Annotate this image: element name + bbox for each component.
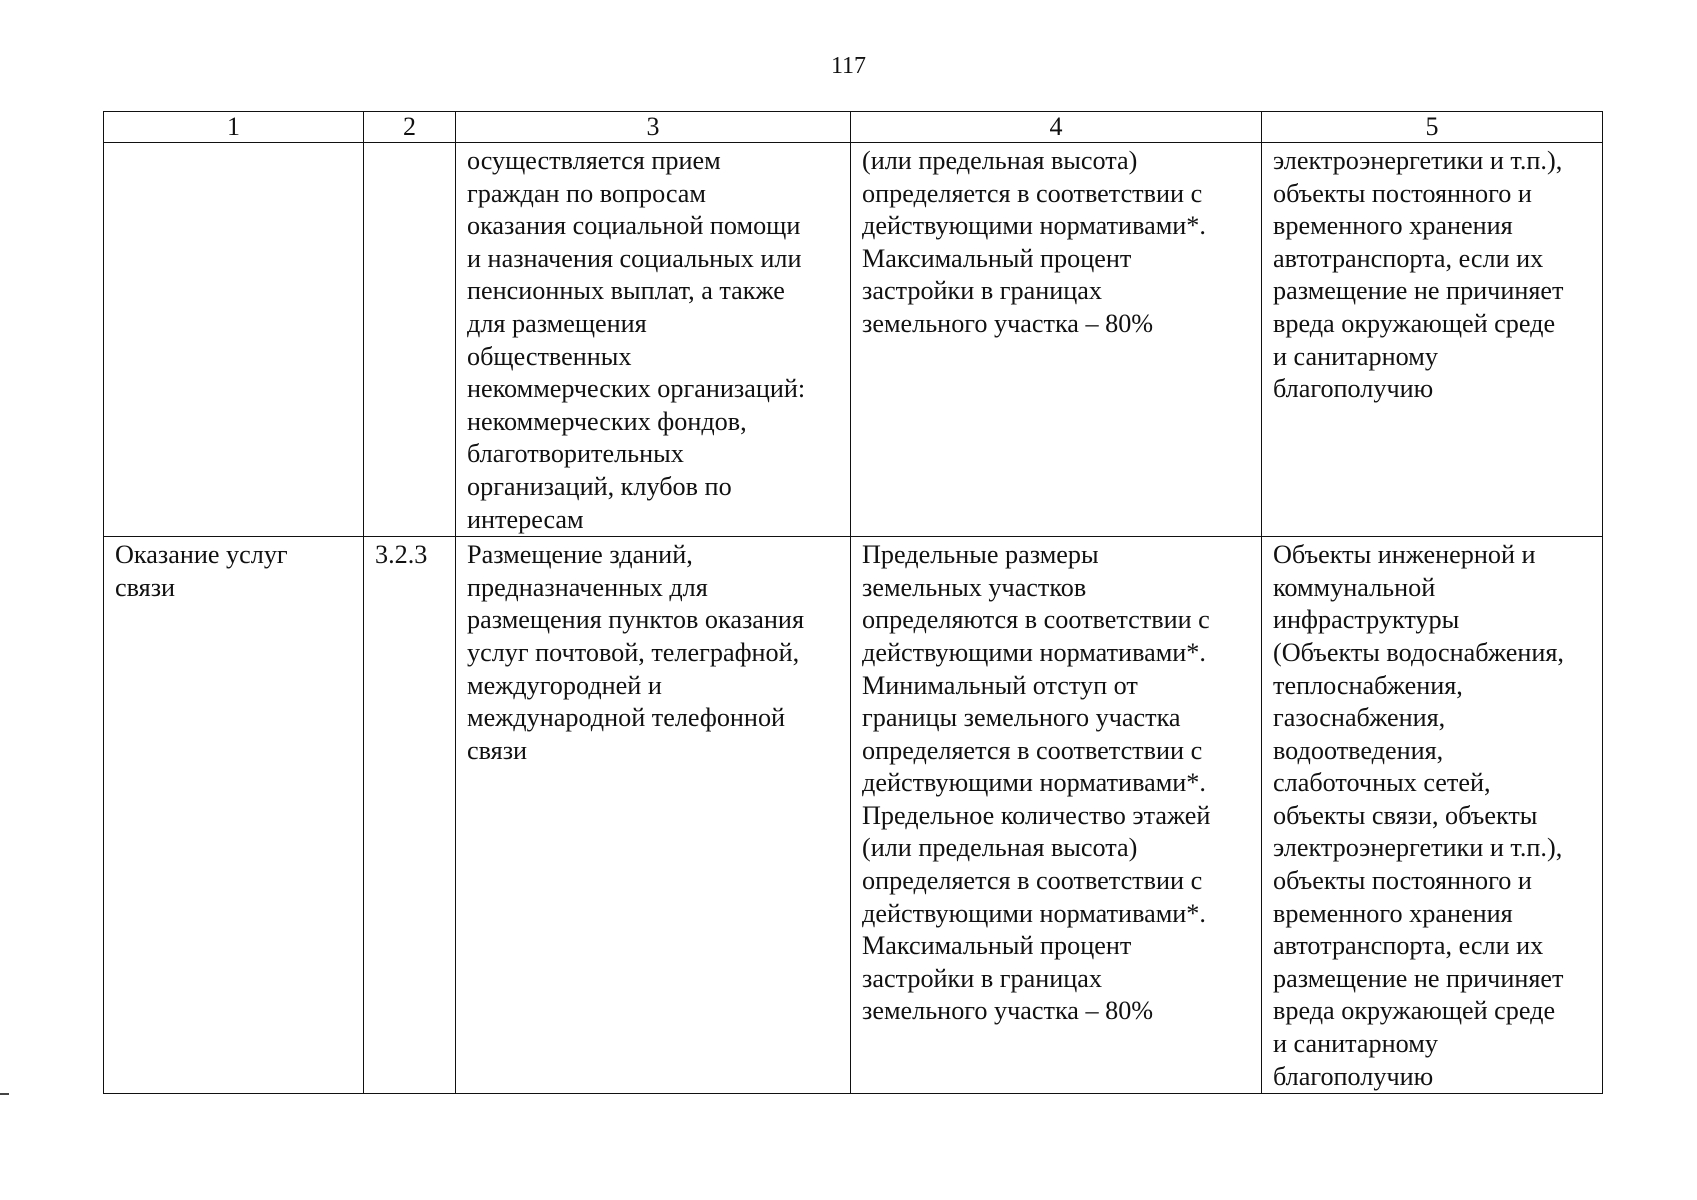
- cell-text-line: действующими нормативами*.: [862, 211, 1206, 241]
- cell-use-type: [104, 537, 364, 1094]
- cell-text-line: оказания социальной помощи: [467, 211, 801, 241]
- cell-parameters: [851, 537, 1262, 1094]
- column-header-1: 1: [104, 112, 364, 143]
- cell-text-line: общественных: [467, 341, 632, 371]
- cell-text-line: Оказание услуг: [115, 540, 288, 570]
- cell-text-line: некоммерческих фондов,: [467, 406, 747, 436]
- cell-text-line: действующими нормативами*.: [862, 768, 1206, 798]
- cell-text-line: электроэнергетики и т.п.),: [1273, 146, 1563, 175]
- column-header-3: 3: [456, 112, 851, 143]
- cell-text-line: Размещение зданий,: [467, 540, 693, 570]
- table-row: [104, 537, 1603, 1094]
- cell-text-line: вреда окружающей среде: [1273, 308, 1556, 338]
- cell-text-line: Объекты инженерной и: [1273, 540, 1536, 570]
- cell-text-line: (или предельная высота): [862, 833, 1138, 863]
- cell-use-type: [104, 143, 364, 537]
- cell-text-line: осуществляется прием: [467, 146, 721, 175]
- cell-text-line: интересам: [467, 504, 584, 534]
- cell-text-line: организаций, клубов по: [467, 471, 732, 501]
- cell-text-line: слаботочных сетей,: [1273, 768, 1491, 798]
- cell-text-line: объекты постоянного и: [1273, 866, 1532, 896]
- cell-text-line: определяются в соответствии с: [862, 605, 1210, 635]
- cell-text-line: Предельные размеры: [862, 540, 1099, 570]
- table-header-row: [104, 112, 1603, 143]
- cell-text-line: международной телефонной: [467, 703, 786, 733]
- cell-text-line: услуг почтовой, телеграфной,: [467, 637, 800, 667]
- cell-auxiliary-uses: [1262, 143, 1603, 537]
- cell-text-line: благополучию: [1273, 1061, 1434, 1091]
- cell-use-code: [364, 143, 456, 537]
- cell-text-line: застройки в границах: [862, 963, 1102, 993]
- cell-text-line: размещение не причиняет: [1273, 963, 1564, 993]
- cell-text-line: определяется в соответствии с: [862, 178, 1203, 208]
- cell-text-line: и назначения социальных или: [467, 243, 802, 273]
- cell-text-line: некоммерческих организаций:: [467, 374, 806, 404]
- cell-text-line: предназначенных для: [467, 572, 708, 602]
- cell-text-line: пенсионных выплат, а также: [467, 276, 785, 306]
- cell-text-line: связи: [115, 572, 176, 602]
- page-number: 117: [830, 53, 867, 79]
- cell-text-line: связи: [467, 735, 528, 765]
- cell-text-line: (или предельная высота): [862, 146, 1138, 175]
- cell-text-line: Максимальный процент: [862, 931, 1132, 961]
- scan-edge-mark: [0, 1093, 9, 1095]
- cell-text-line: теплоснабжения,: [1273, 670, 1463, 700]
- cell-text-line: земельных участков: [862, 572, 1087, 602]
- cell-text-line: размещения пунктов оказания: [467, 605, 804, 635]
- cell-text-line: водоотведения,: [1273, 735, 1444, 765]
- cell-text-line: размещение не причиняет: [1273, 276, 1564, 306]
- table-row: [104, 143, 1603, 537]
- cell-text-line: застройки в границах: [862, 276, 1102, 306]
- cell-text-line: земельного участка – 80%: [862, 308, 1154, 338]
- cell-text-line: Максимальный процент: [862, 243, 1132, 273]
- cell-text-line: действующими нормативами*.: [862, 637, 1206, 667]
- cell-text-line: объекты связи, объекты: [1273, 800, 1538, 830]
- cell-text-line: определяется в соответствии с: [862, 735, 1203, 765]
- cell-text-line: граждан по вопросам: [467, 178, 706, 208]
- column-header-4: 4: [851, 112, 1262, 143]
- cell-text-line: и санитарному: [1273, 1029, 1438, 1059]
- cell-text-line: газоснабжения,: [1273, 703, 1446, 733]
- cell-use-code: 3.2.3: [364, 537, 456, 1094]
- cell-text-line: междугородней и: [467, 670, 662, 700]
- cell-text-line: для размещения: [467, 308, 647, 338]
- cell-text-line: электроэнергетики и т.п.),: [1273, 833, 1563, 863]
- cell-text-line: коммунальной: [1273, 572, 1436, 602]
- cell-text-line: объекты постоянного и: [1273, 178, 1532, 208]
- cell-text-line: и санитарному: [1273, 341, 1438, 371]
- cell-text-line: благополучию: [1273, 374, 1434, 404]
- cell-text-line: инфраструктуры: [1273, 605, 1460, 635]
- cell-text-line: благотворительных: [467, 439, 684, 469]
- cell-text-line: временного хранения: [1273, 211, 1513, 241]
- cell-text-line: (Объекты водоснабжения,: [1273, 637, 1564, 667]
- cell-text-line: действующими нормативами*.: [862, 898, 1206, 928]
- cell-text-line: Предельное количество этажей: [862, 800, 1211, 830]
- column-header-5: 5: [1262, 112, 1603, 143]
- cell-text-line: определяется в соответствии с: [862, 866, 1203, 896]
- cell-parameters: [851, 143, 1262, 537]
- cell-text-line: границы земельного участка: [862, 703, 1181, 733]
- column-header-2: 2: [364, 112, 456, 143]
- cell-text-line: автотранспорта, если их: [1273, 243, 1544, 273]
- cell-text-line: земельного участка – 80%: [862, 996, 1154, 1026]
- cell-text-line: вреда окружающей среде: [1273, 996, 1556, 1026]
- cell-text-line: автотранспорта, если их: [1273, 931, 1544, 961]
- cell-use-description: [456, 537, 851, 1094]
- cell-text-line: временного хранения: [1273, 898, 1513, 928]
- land-use-table: [103, 111, 1603, 1094]
- cell-text-line: Минимальный отступ от: [862, 670, 1138, 700]
- cell-use-description: [456, 143, 851, 537]
- cell-auxiliary-uses: [1262, 537, 1603, 1094]
